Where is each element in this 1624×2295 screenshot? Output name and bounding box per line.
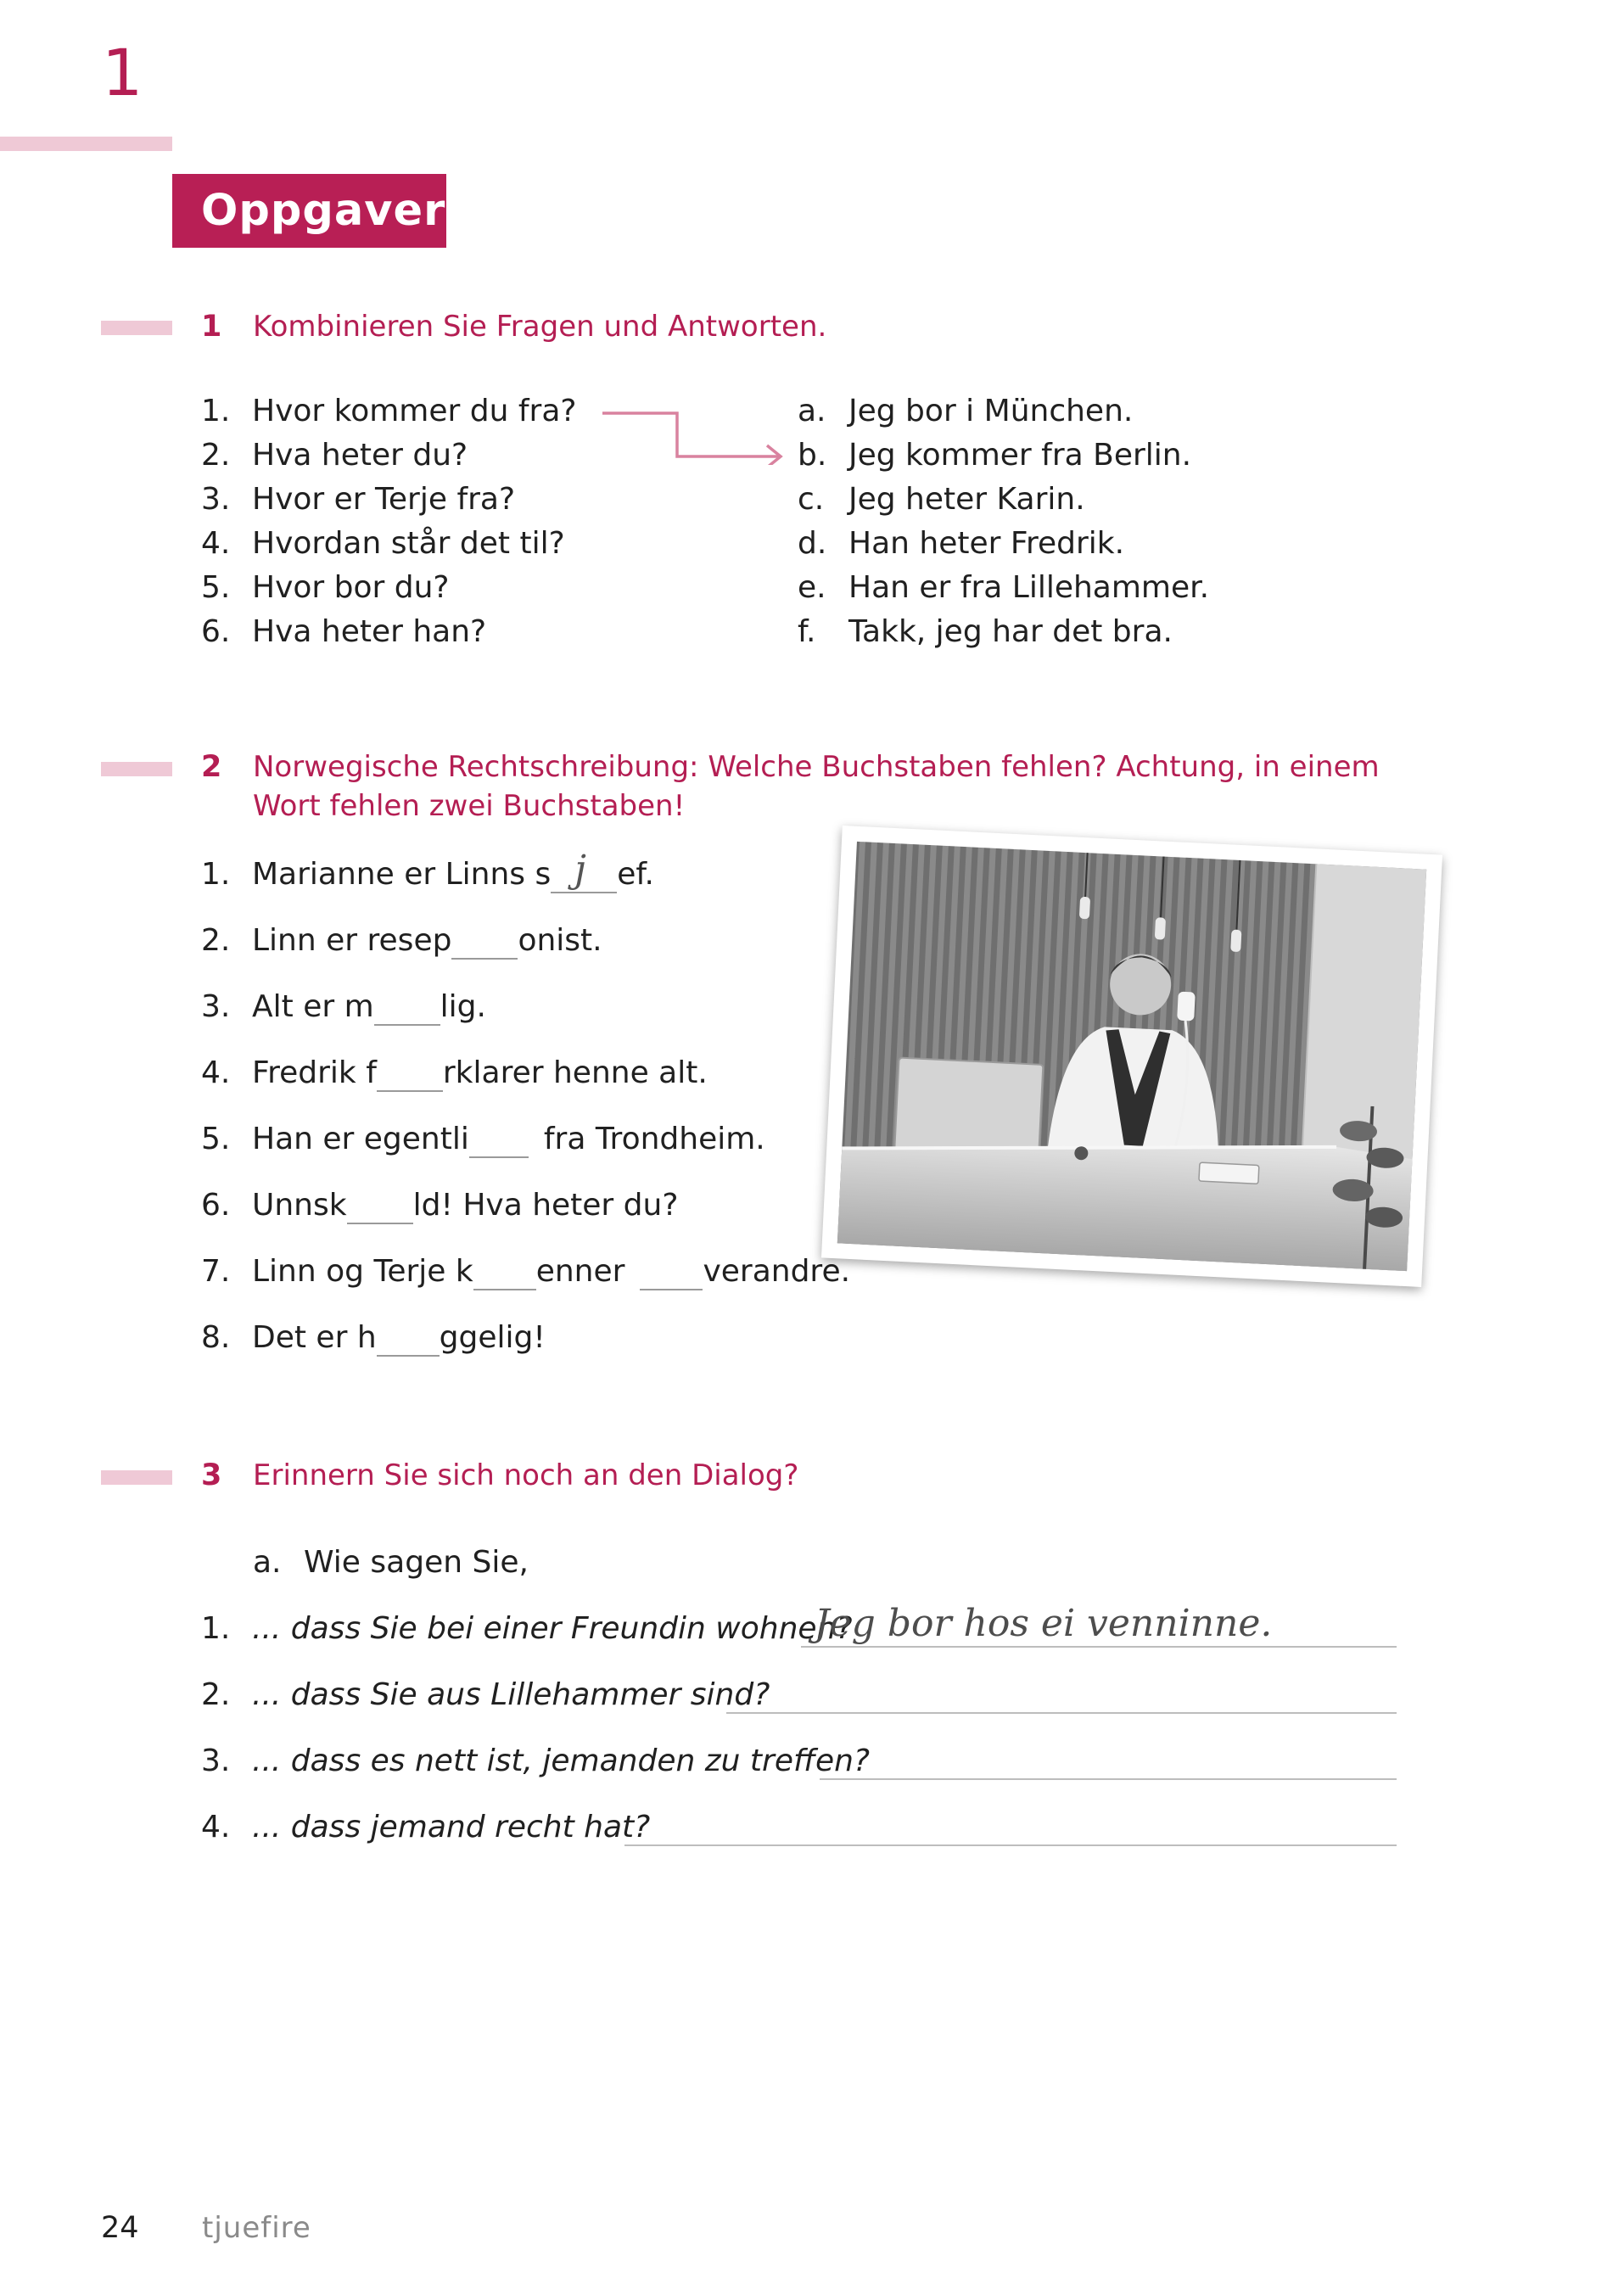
exercise-marker [101, 321, 172, 335]
exercise-number: 1 [201, 310, 222, 344]
prompt-item: 1. ... dass Sie bei einer Freundin wohnen? [201, 1611, 853, 1646]
gap-blank[interactable] [640, 1260, 703, 1290]
gap-blank[interactable] [377, 1326, 440, 1357]
prompt-item: 3. ... dass es nett ist, jemanden zu treffen? [201, 1744, 871, 1778]
answer-line[interactable] [801, 1646, 1397, 1648]
question-item: 6. Hva heter han? [201, 614, 487, 649]
exercise-number: 2 [201, 750, 222, 784]
exercise-title-line: Norwegische Rechtschreibung: Welche Buchstaben fehlen? Achtung, in einem [253, 750, 1380, 784]
gap-blank[interactable] [347, 1194, 413, 1224]
receptionist-photo [821, 826, 1442, 1287]
question-item: 5. Hvor bor du? [201, 570, 450, 605]
handwritten-fill: j [574, 848, 586, 891]
answer-item: f. Takk, jeg har det bra. [798, 614, 1173, 649]
answer-item: c. Jeg heter Karin. [798, 482, 1085, 517]
question-item: 3. Hvor er Terje fra? [201, 482, 516, 517]
answer-line[interactable] [624, 1844, 1397, 1846]
section-header [172, 174, 446, 248]
answer-item: d. Han heter Fredrik. [798, 526, 1125, 561]
gap-item: 5. Han er egentli fra Trondheim. [201, 1122, 765, 1156]
chapter-number: 1 [102, 35, 143, 110]
gap-blank[interactable] [451, 929, 518, 960]
gap-item: 6. Unnsk ld! Hva heter du? [201, 1188, 679, 1223]
exercise-number: 3 [201, 1458, 222, 1492]
gap-blank[interactable] [377, 1061, 443, 1092]
prompt-item: 4. ... dass jemand recht hat? [201, 1810, 651, 1844]
exercise-marker [101, 762, 172, 776]
handwritten-answer: Jeg bor hos ei venninne. [815, 1602, 1273, 1645]
question-item: 2. Hva heter du? [201, 438, 468, 473]
gap-item: 2. Linn er resep onist. [201, 923, 602, 958]
gap-blank[interactable] [469, 1128, 529, 1158]
gap-item: 8. Det er h ggelig! [201, 1320, 546, 1355]
gap-item: 7. Linn og Terje k enner verandre. [201, 1254, 851, 1289]
exercise-intro: a. Wie sagen Sie, [253, 1545, 529, 1580]
exercise-marker [101, 1470, 172, 1485]
page-number-word: tjuefire [202, 2211, 311, 2245]
exercise-title: Kombinieren Sie Fragen und Antworten. [253, 310, 827, 344]
answer-item: e. Han er fra Lillehammer. [798, 570, 1210, 605]
gap-blank[interactable] [374, 995, 440, 1026]
photo-card [821, 826, 1442, 1287]
gap-item: 4. Fredrik f rklarer henne alt. [201, 1055, 708, 1090]
gap-item: 1. Marianne er Linns s j ef. [201, 848, 654, 892]
connector-arrow-icon [601, 406, 789, 465]
exercise-title: Erinnern Sie sich noch an den Dialog? [253, 1458, 799, 1492]
answer-line[interactable] [726, 1712, 1397, 1714]
answer-item: a. Jeg bor i München. [798, 394, 1134, 428]
gap-item: 3. Alt er m lig. [201, 989, 486, 1024]
question-item: 1. Hvor kommer du fra? [201, 394, 577, 428]
gap-blank[interactable] [551, 848, 617, 893]
answer-line[interactable] [820, 1778, 1397, 1780]
page-number: 24 [101, 2211, 139, 2245]
prompt-item: 2. ... dass Sie aus Lillehammer sind? [201, 1677, 770, 1712]
answer-item: b. Jeg kommer fra Berlin. [798, 438, 1192, 473]
gap-blank[interactable] [473, 1260, 536, 1290]
section-title: Oppgaver [201, 186, 446, 236]
question-item: 4. Hvordan står det til? [201, 526, 565, 561]
chapter-rule [0, 137, 172, 151]
exercise-title-line: Wort fehlen zwei Buchstaben! [253, 789, 686, 823]
